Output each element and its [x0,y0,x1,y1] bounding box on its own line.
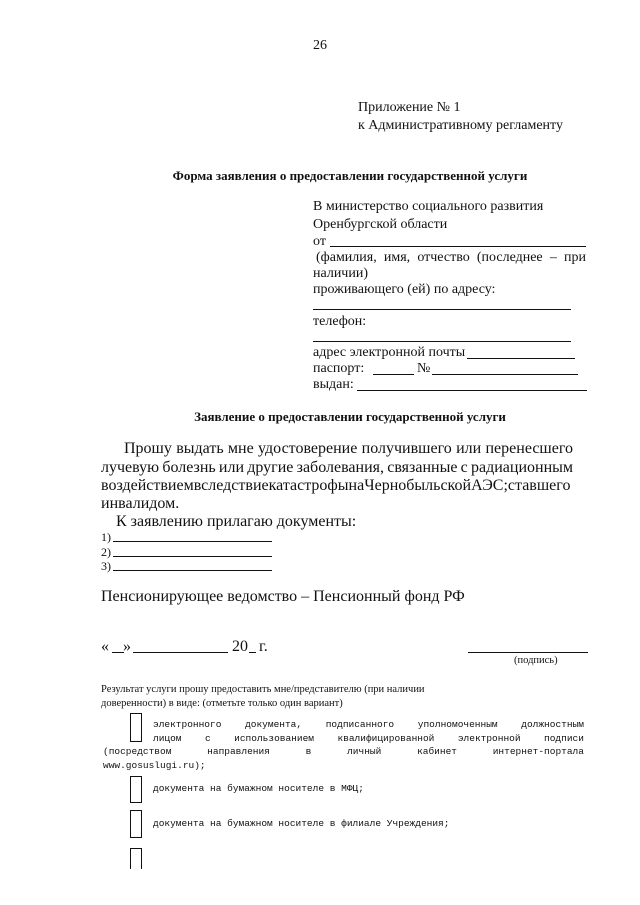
page-number: 26 [313,38,327,53]
fio-hint-word: имя, [383,250,411,265]
option-word: электронного [153,719,222,730]
application-title: Заявление о предоставлении государственной услуги [194,409,506,424]
attachments-label: К заявлению прилагаю документы: [116,513,357,530]
fio-hint-word: при [563,250,586,265]
fio-hint-line-1 [316,250,586,266]
request-word: получившего [361,440,452,457]
from-name-field[interactable] [330,246,586,247]
option-fourth-checkbox[interactable] [130,848,142,869]
form-title: Форма заявления о предоставлении государственной услуги [172,168,528,183]
recipient-line-2: Оренбургской области [313,217,448,232]
attachment-field-3[interactable] [113,570,272,571]
date-open-quote: « [101,638,109,655]
fio-hint-word: отчество [417,250,470,265]
request-line-1 [124,440,573,458]
request-word: вследствие [193,477,269,494]
issued-label: выдан: [313,377,354,392]
request-word: Прошу [124,440,172,457]
option-word: с [204,733,211,744]
address-label: проживающего (ей) по адресу: [313,282,496,297]
option-word: уполномоченным [417,719,498,730]
option-word: личный [347,746,382,757]
passport-label: паспорт: [313,361,365,376]
request-word: на [348,477,365,494]
option-word: квалифицированной [337,733,435,744]
option-word: (посредством [103,746,172,757]
attachment-number-3: 3) [101,559,111,573]
fio-hint-word: (фамилия, [316,250,377,265]
signature-label: (подпись) [514,655,558,666]
request-word: заболевания, [296,459,384,476]
option-branch-label: документа на бумажном носителе в филиале Учреждения; [153,818,450,829]
number-sign: № [417,361,431,376]
option-word: интернет-портала [492,746,584,757]
option-branch-checkbox[interactable] [130,810,142,838]
date-year-field[interactable] [249,652,256,653]
option-word: в [305,746,312,757]
passport-number-field[interactable] [432,374,578,375]
date-close-quote: » [123,638,131,655]
fio-hint-word: (последнее [476,250,543,265]
appendix-line-2: к Административному регламенту [358,118,563,133]
request-word: Чернобыльской [364,477,472,494]
option-electronic-checkbox[interactable] [130,713,142,742]
signature-field[interactable] [468,652,588,653]
request-word: радиационным [470,459,573,476]
fio-hint-word: – [549,250,557,265]
request-word: или [456,440,482,457]
option-word: направления [207,746,270,757]
request-word: с [460,459,468,476]
request-word: другие [247,459,294,476]
from-label: от [313,234,326,249]
option-electronic-line-4: www.gosuslugi.ru); [103,760,206,771]
option-word: подписанного [325,719,395,730]
request-line-3 [101,477,571,495]
fio-hint-line-2: наличии) [313,266,368,281]
date-year-suffix: г. [259,638,268,655]
option-electronic-line-3 [103,746,584,757]
request-word: АЭС; [471,477,508,494]
option-word: кабинет [417,746,457,757]
request-word: лучевую [101,459,160,476]
request-word: мне [227,440,254,457]
option-mfc-checkbox[interactable] [130,776,142,803]
request-word: перенесшего [485,440,573,457]
request-line-2 [101,459,573,477]
attachment-number-2: 2) [101,545,111,559]
option-electronic-line-2 [153,733,584,744]
address-field[interactable] [313,309,571,310]
appendix-line-1: Приложение № 1 [358,100,461,115]
request-word: воздействием [101,477,194,494]
email-field[interactable] [467,358,575,359]
option-word: использованием [234,733,314,744]
result-line-2: доверенности) в виде: (отметьте только один вариант) [101,698,343,709]
request-word: связанные [387,459,458,476]
request-word: ставшего [507,477,571,494]
request-word: удостоверение [258,440,358,457]
attachment-field-2[interactable] [113,556,272,557]
request-word: катастрофы [268,477,349,494]
request-word: выдать [176,440,224,457]
option-word: должностным [521,719,584,730]
recipient-line-1: В министерство социального развития [313,199,544,214]
date-month-field[interactable] [133,652,228,653]
option-word: лицом [153,733,182,744]
option-word: документа, [245,719,303,730]
option-mfc-label: документа на бумажном носителе в МФЦ; [153,783,364,794]
attachment-number-1: 1) [101,530,111,544]
passport-series-field[interactable] [373,374,414,375]
pension-authority: Пенсионирующее ведомство – Пенсионный фонд РФ [101,588,465,605]
phone-field[interactable] [313,341,571,342]
phone-label: телефон: [313,314,367,329]
email-label: адрес электронной почты [313,345,466,360]
request-word: или [218,459,245,476]
option-word: электронной [457,733,521,744]
issued-by-field[interactable] [357,390,587,391]
attachment-field-1[interactable] [113,541,272,542]
option-electronic-line-1 [153,719,584,730]
request-line-4: инвалидом. [101,495,180,512]
date-year-prefix: 20 [232,638,248,655]
option-word: подписи [544,733,584,744]
request-word: болезнь [162,459,216,476]
result-line-1: Результат услуги прошу предоставить мне/представителю (при наличии [101,684,425,695]
